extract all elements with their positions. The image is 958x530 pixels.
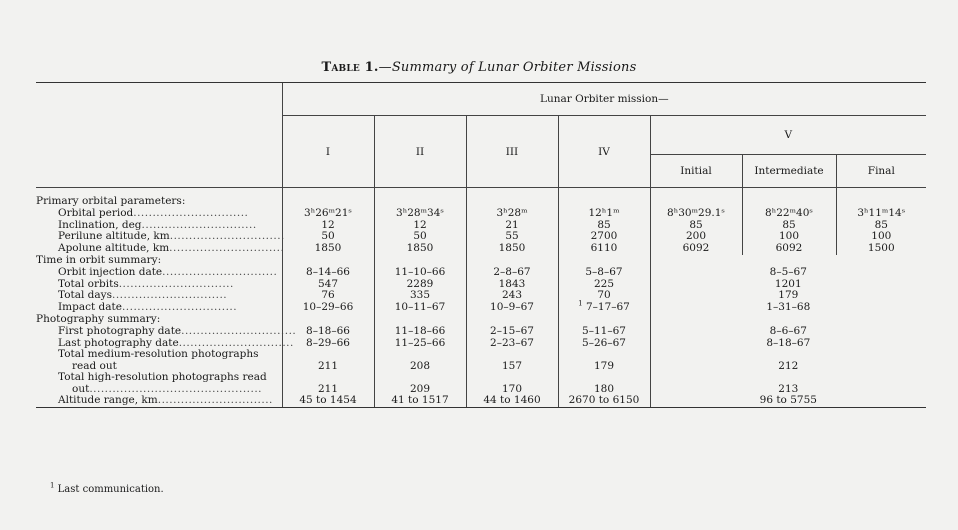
table-title: [0, 60, 958, 75]
cell: 21: [466, 220, 558, 232]
row-label: Orbit injection date: [58, 265, 163, 278]
table-row: Orbital period.............................. 3ʰ26ᵐ21ˢ 3ʰ28ᵐ34ˢ 3ʰ28ᵐ 12ʰ1ᵐ 8ʰ30ᵐ29.1ˢ 8ʰ22ᵐ40ˢ 3ʰ11ᵐ14ˢ: [36, 208, 926, 220]
cell: 76: [282, 290, 374, 302]
cell: 10–11–67: [374, 302, 466, 314]
cell: 11–25–66: [374, 338, 466, 350]
table-row: Perilune altitude, km.............................. 50 50 55 2700 200 100 100: [36, 231, 926, 243]
table-row: Impact date.............................. 10–29–66 10–11–67 10–9–67 $^1$ 7–17–67 1–31–68: [36, 302, 926, 314]
cell: 70: [558, 290, 650, 302]
cell: 2700: [558, 231, 650, 243]
cell: 547: [282, 279, 374, 291]
cell: 1201: [650, 279, 926, 291]
cell: 3ʰ11ᵐ14ˢ: [836, 208, 926, 220]
cell: 1843: [466, 279, 558, 291]
cell: 209: [374, 372, 466, 395]
cell: 200: [650, 231, 742, 243]
cell: 8–18–67: [650, 338, 926, 350]
cell: 211: [282, 372, 374, 395]
cell: 5–11–67: [558, 326, 650, 338]
section-time-label: Time in orbit summary:: [36, 253, 162, 266]
v-phase-final: Final: [836, 155, 926, 188]
cell: 10–29–66: [282, 302, 374, 314]
cell: 11–10–66: [374, 267, 466, 279]
title-dash: —: [378, 60, 392, 75]
cell: 1500: [836, 243, 926, 255]
row-label: First photography date: [58, 324, 182, 337]
cell: 180: [558, 372, 650, 395]
cell: 8–6–67: [650, 326, 926, 338]
missions-table: [36, 82, 926, 408]
cell: 2670 to 6150: [558, 395, 650, 407]
cell: 212: [650, 349, 926, 372]
row-label-line2: out: [72, 382, 90, 395]
group-header: Lunar Orbiter mission—: [282, 83, 926, 116]
cell: 85: [836, 220, 926, 232]
row-label: Altitude range, km: [58, 394, 158, 407]
row-label-line2: read out: [72, 359, 117, 372]
cell: 55: [466, 231, 558, 243]
cell: 85: [558, 220, 650, 232]
v-phase-intermediate: Intermediate: [742, 155, 836, 188]
cell: 50: [374, 231, 466, 243]
table-row: Inclination, deg.............................. 12 12 21 85 85 85 85: [36, 220, 926, 232]
cell: 100: [836, 231, 926, 243]
cell: 2–8–67: [466, 267, 558, 279]
row-label-line1: Total high-resolution photographs read: [58, 371, 267, 384]
cell: 8ʰ22ᵐ40ˢ: [742, 208, 836, 220]
cell: 3ʰ26ᵐ21ˢ: [282, 208, 374, 220]
stub-header: [36, 83, 282, 188]
cell: 44 to 1460: [466, 395, 558, 407]
table-row: First photography date.............................. 8–18–66 11–18–66 2–15–67 5–11–67 8–6–67: [36, 326, 926, 338]
table-number: Table 1.: [321, 60, 379, 75]
table-row: Total orbits.............................. 547 2289 1843 225 1201: [36, 279, 926, 291]
cell: 225: [558, 279, 650, 291]
table-row: Altitude range, km.............................. 45 to 1454 41 to 1517 44 to 1460 2670 to 6150 96 to 5755: [36, 395, 926, 407]
cell: 6092: [650, 243, 742, 255]
section-orbital-label: Primary orbital parameters:: [36, 195, 186, 207]
cell: 8–29–66: [282, 338, 374, 350]
cell: 1850: [374, 243, 466, 255]
row-label: Perilune altitude, km: [58, 230, 170, 243]
footnote-text: Last communication.: [57, 484, 164, 495]
row-label: Orbital period: [58, 206, 134, 219]
cell: 1850: [282, 243, 374, 255]
mission-header-iii: III: [466, 116, 558, 188]
cell: 3ʰ28ᵐ34ˢ: [374, 208, 466, 220]
cell: 1850: [466, 243, 558, 255]
cell: 100: [742, 231, 836, 243]
cell: 45 to 1454: [282, 395, 374, 407]
cell: 12: [374, 220, 466, 232]
cell: 170: [466, 372, 558, 395]
row-label-line1: Total medium-resolution photographs: [58, 348, 259, 361]
mission-header-v: V: [650, 116, 926, 155]
cell: 179: [650, 290, 926, 302]
table-row: Last photography date.............................. 8–29–66 11–25–66 2–23–67 5–26–67 8–18–67: [36, 338, 926, 350]
cell: 1–31–68: [650, 302, 926, 314]
cell: 12: [282, 220, 374, 232]
cell: 335: [374, 290, 466, 302]
footnote-mark: 1: [50, 481, 55, 490]
table-row: [36, 349, 926, 372]
row-label: Apolune altitude, km: [58, 242, 170, 255]
cell: 2–23–67: [466, 338, 558, 350]
cell: 157: [466, 349, 558, 372]
cell: 243: [466, 290, 558, 302]
cell: 8–5–67: [650, 267, 926, 279]
cell: 3ʰ28ᵐ: [466, 208, 558, 220]
table-caption: Summary of Lunar Orbiter Missions: [391, 60, 637, 75]
cell: 6092: [742, 243, 836, 255]
cell: 12ʰ1ᵐ: [558, 208, 650, 220]
cell: 10–9–67: [466, 302, 558, 314]
table-row: Total high-resolution photographs read out............................................. 211 209 170 180 213: [36, 372, 926, 395]
cell: 41 to 1517: [374, 395, 466, 407]
cell: 96 to 5755: [650, 395, 926, 407]
cell: 2–15–67: [466, 326, 558, 338]
cell: 8ʰ30ᵐ29.1ˢ: [650, 208, 742, 220]
cell: 6110: [558, 243, 650, 255]
table-row: Apolune altitude, km.............................. 1850 1850 1850 6110 6092 6092 1500: [36, 243, 926, 255]
cell: 208: [374, 349, 466, 372]
row-label: Total orbits: [58, 277, 119, 290]
section-photo-label: Photography summary:: [36, 312, 161, 325]
v-phase-initial: Initial: [650, 155, 742, 188]
mission-header-i: I: [282, 116, 374, 188]
footnote-mark: 1: [578, 299, 583, 308]
cell: 11–18–66: [374, 326, 466, 338]
cell-with-footnote: [558, 299, 650, 314]
mission-header-iv: IV: [558, 116, 650, 188]
cell: 5–8–67: [558, 267, 650, 279]
cell: 5–26–67: [558, 338, 650, 350]
cell: 85: [650, 220, 742, 232]
cell: 211: [282, 349, 374, 372]
cell: 7–17–67: [585, 301, 630, 314]
row-label: Inclination, deg: [58, 218, 142, 231]
cell: 8–18–66: [282, 326, 374, 338]
cell: 2289: [374, 279, 466, 291]
row-label: Total days: [58, 289, 112, 302]
row-label: Last photography date: [58, 336, 179, 349]
cell: 8–14–66: [282, 267, 374, 279]
cell: 213: [650, 372, 926, 395]
table-row: Orbit injection date.............................. 8–14–66 11–10–66 2–8–67 5–8–67 8–5–67: [36, 267, 926, 279]
cell: 50: [282, 231, 374, 243]
footnote: [50, 481, 164, 495]
mission-header-ii: II: [374, 116, 466, 188]
cell: 85: [742, 220, 836, 232]
row-label: Impact date: [58, 301, 122, 314]
table-row: Total days.............................. 76 335 243 70 179: [36, 290, 926, 302]
cell: 179: [558, 349, 650, 372]
